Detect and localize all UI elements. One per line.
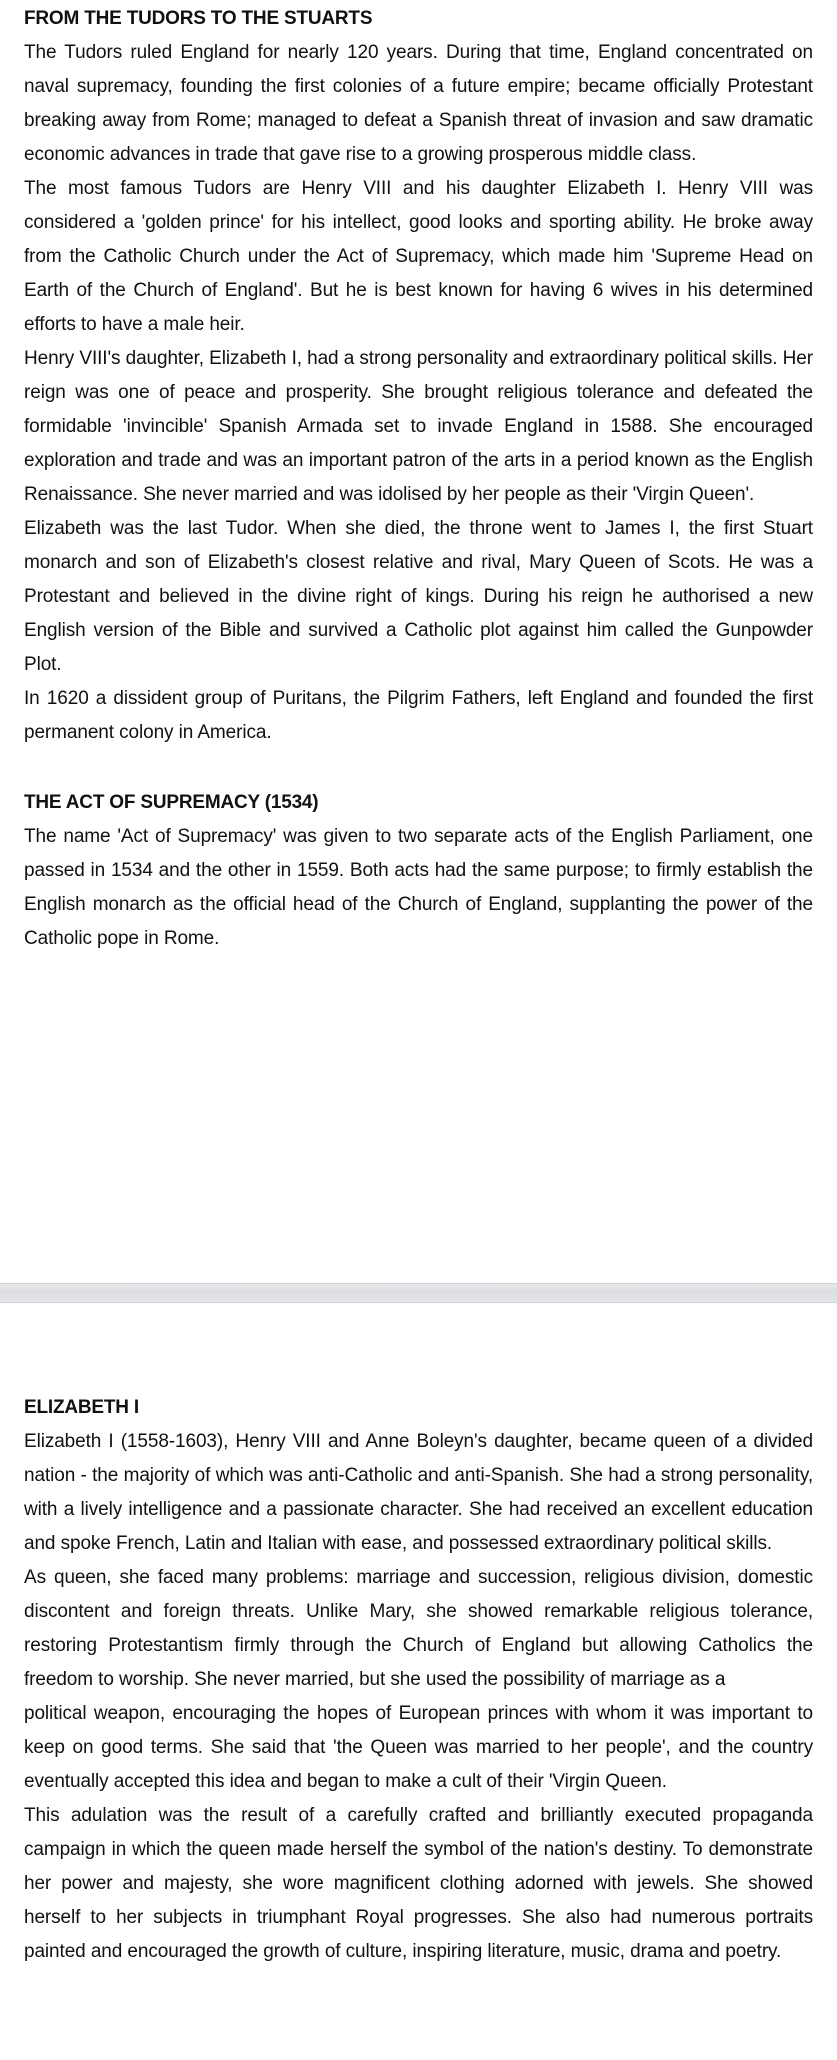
paragraph: political weapon, encouraging the hopes of European princes with whom it was important to keep on good terms. She said that 'the Queen was married to her people', and the country eventually accepted this idea and began to make a cult of their 'Virgin Queen. — [24, 1703, 813, 1792]
paragraph: This adulation was the result of a carefully crafted and brilliantly executed propaganda campaign in which the queen made herself the symbol of the nation's destiny. To demonstrate her power and majesty, she wore magnificent clothing adorned with jewels. She showed herself to her subjects in triumphant Royal progresses. She also had numerous portraits painted and encouraged the growth of culture, inspiring literature, music, drama and poetry. — [24, 1805, 813, 1962]
section-heading-act-of-supremacy: THE ACT OF SUPREMACY (1534) — [24, 792, 319, 813]
page-separator — [0, 1283, 837, 1303]
paragraph: The Tudors ruled England for nearly 120 years. During that time, England concentrated on naval supremacy, founding the first colonies of a future empire; became officially Protestant breaking away from Rome; managed to defeat a Spanish threat of invasion and saw dramatic economic advances in trade that gave rise to a growing prosperous middle class. — [24, 42, 813, 165]
paragraph: As queen, she faced many problems: marriage and succession, religious division, domestic discontent and foreign threats. Unlike Mary, she showed remarkable religious tolerance, restoring Protestantism firmly through the Church of England but allowing Catholics the freedom to worship. She never married, but she used the possibility of marriage as a — [24, 1567, 813, 1690]
section-heading-tudors-stuarts: FROM THE TUDORS TO THE STUARTS — [24, 8, 373, 29]
paragraph: In 1620 a dissident group of Puritans, the Pilgrim Fathers, left England and founded the first permanent colony in America. — [24, 688, 813, 743]
section-spacer — [24, 750, 813, 786]
document-page-2 — [0, 1303, 837, 2060]
paragraph: The most famous Tudors are Henry VIII and his daughter Elizabeth I. Henry VIII was considered a 'golden prince' for his intellect, good looks and sporting ability. He broke away from the Catholic Church under the Act of Supremacy, which made him 'Supreme Head on Earth of the Church of England'. But he is best known for having 6 wives in his determined efforts to have a male heir. — [24, 178, 813, 335]
page-top-margin — [24, 1303, 813, 1391]
paragraph: Elizabeth was the last Tudor. When she died, the throne went to James I, the first Stuart monarch and son of Elizabeth's closest relative and rival, Mary Queen of Scots. He was a Protestant and believed in the divine right of kings. During his reign he authorised a new English version of the Bible and survived a Catholic plot against him called the Gunpowder Plot. — [24, 518, 813, 675]
paragraph: Elizabeth I (1558-1603), Henry VIII and Anne Boleyn's daughter, became queen of a divided nation - the majority of which was anti-Catholic and anti-Spanish. She had a strong personality, with a lively intelligence and a passionate character. She had received an excellent education and spoke French, Latin and Italian with ease, and possessed extraordinary political skills. — [24, 1431, 813, 1554]
paragraph: The name 'Act of Supremacy' was given to two separate acts of the English Parliament, one passed in 1534 and the other in 1559. Both acts had the same purpose; to firmly establish the English monarch as the official head of the Church of England, supplanting the power of the Catholic pope in Rome. — [24, 826, 813, 949]
paragraph: Henry VIII's daughter, Elizabeth I, had a strong personality and extraordinary political skills. Her reign was one of peace and prosperity. She brought religious tolerance and defeated the formidable 'invincible' Spanish Armada set to invade England in 1588. She encouraged exploration and trade and was an important patron of the arts in a period known as the English Renaissance. She never married and was idolised by her people as their 'Virgin Queen'. — [24, 348, 813, 505]
section-heading-elizabeth-i: ELIZABETH I — [24, 1397, 139, 1418]
